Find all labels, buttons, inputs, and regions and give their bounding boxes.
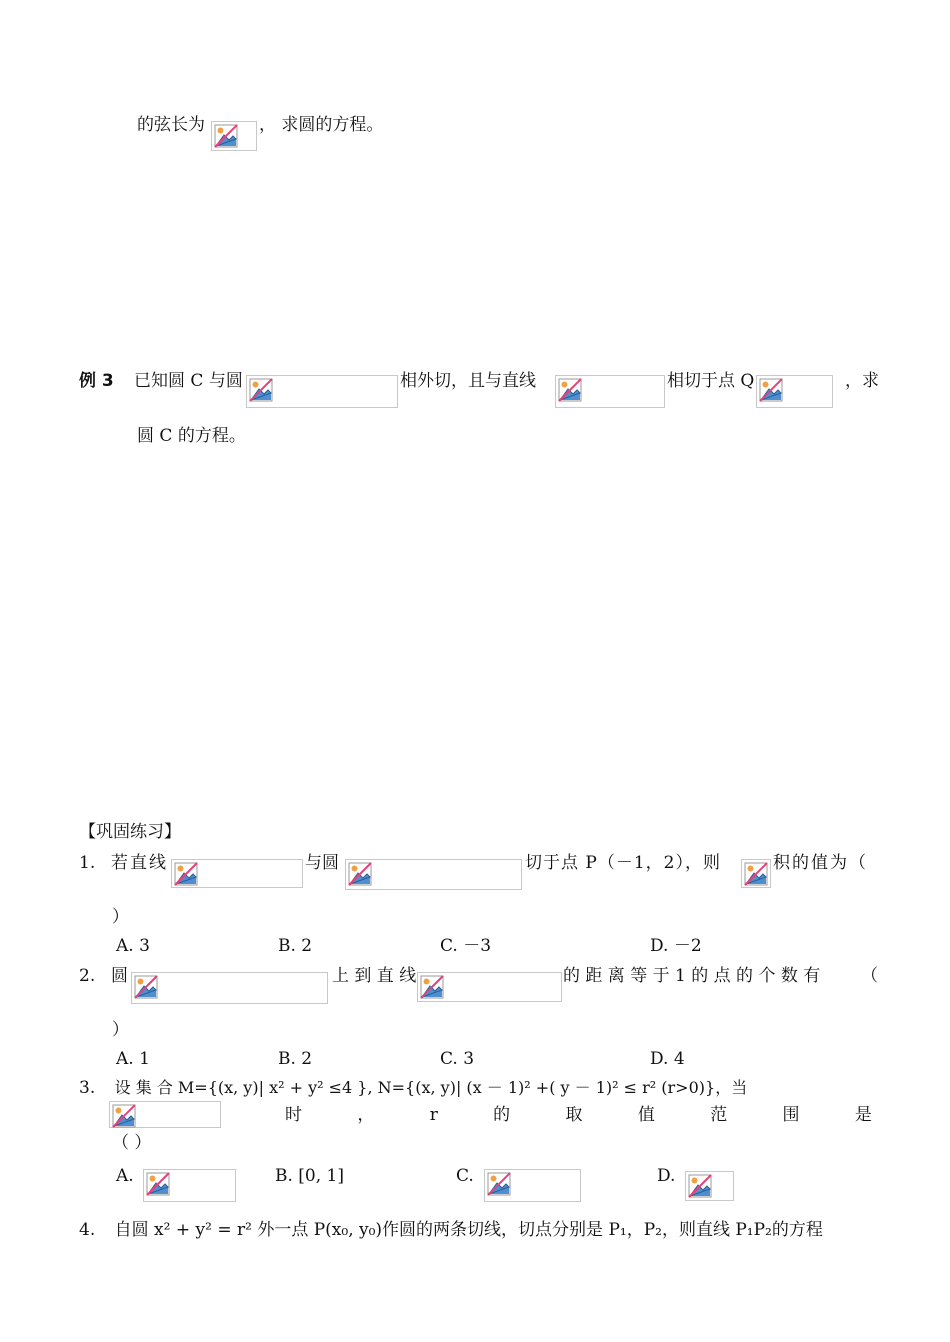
q1-text1: 若直线 xyxy=(111,853,168,873)
q3-line1 xyxy=(79,1076,747,1100)
broken-image-icon xyxy=(134,975,158,999)
formula-image xyxy=(171,859,303,888)
broken-image-icon xyxy=(487,1172,511,1196)
q2-option-a: A. 1 xyxy=(116,1049,150,1069)
q2-option-c: C. 3 xyxy=(440,1049,475,1069)
broken-image-icon xyxy=(348,862,372,886)
formula-image xyxy=(484,1169,581,1202)
formula-image xyxy=(417,972,562,1002)
q4-text: 自圆 x² + y² = r² 外一点 P(x₀, y₀)作圆的两条切线，切点分别是 P₁，P₂，则直线 P₁P₂的方程 xyxy=(114,1220,823,1240)
q2-text3: 的 距 离 等 于 1 的 点 的 个 数 有 xyxy=(563,966,821,986)
formula-image xyxy=(211,121,257,151)
formula-image xyxy=(143,1169,236,1202)
section-title: 【巩固练习】 xyxy=(79,822,181,842)
q2-text2: 上 到 直 线 xyxy=(332,966,417,986)
q1-text2: 与圆 xyxy=(305,853,339,873)
q1-option-b: B. 2 xyxy=(278,936,313,956)
formula-image xyxy=(109,1101,221,1128)
q3-line2 xyxy=(285,1103,872,1127)
q3-option-a: A. xyxy=(116,1166,134,1186)
top-line-after xyxy=(259,113,383,137)
q2-option-d: D. 4 xyxy=(650,1049,685,1069)
broken-image-icon xyxy=(146,1172,170,1196)
q1-option-d: D. －2 xyxy=(650,936,702,956)
example3-text2: 相外切，且与直线 xyxy=(400,371,536,391)
q4-line xyxy=(79,1218,823,1242)
q2-number: 2. xyxy=(79,966,96,986)
q1-option-a: A. 3 xyxy=(116,936,150,956)
q3-word: r xyxy=(429,1105,438,1125)
example3-text3: 相切于点 Q xyxy=(667,371,755,391)
example3-line2: 圆 C 的方程。 xyxy=(137,426,246,446)
broken-image-icon xyxy=(744,862,768,886)
formula-image xyxy=(555,375,665,408)
q1-text4: 积的值为（ xyxy=(773,853,868,873)
example3-text4: ，求 xyxy=(845,371,879,391)
example3-label: 例 3 xyxy=(79,371,114,391)
q3-word: 围 xyxy=(782,1105,800,1125)
example3-line1 xyxy=(79,369,879,409)
q1-text3: 切于点 P（－1，2），则 xyxy=(525,853,721,873)
formula-image xyxy=(131,972,328,1004)
q3-option-c: C. xyxy=(456,1166,474,1186)
q2-close-paren: ） xyxy=(112,1020,129,1040)
broken-image-icon xyxy=(174,862,198,886)
broken-image-icon xyxy=(214,124,238,148)
formula-image xyxy=(685,1171,734,1201)
broken-image-icon xyxy=(759,378,783,402)
q2-text4: （ xyxy=(861,966,878,986)
q1-option-c: C. －3 xyxy=(440,936,492,956)
q2-text1: 圆 xyxy=(111,966,128,986)
broken-image-icon xyxy=(688,1174,712,1198)
q3-word: 的 xyxy=(493,1105,511,1125)
q3-text: 设 集 合 M={(x, y)| x² + y² ≤4 }, N={(x, y)| (x － 1)² +( y － 1)² ≤ r² (r>0)}，当 xyxy=(114,1078,748,1097)
q3-option-b: B. [0, 1] xyxy=(275,1166,345,1186)
q3-word: ， xyxy=(357,1105,375,1125)
q1-number: 1. xyxy=(79,853,96,873)
q3-option-d: D. xyxy=(657,1166,676,1186)
q3-word: 时 xyxy=(285,1105,302,1125)
q3-word: 是 xyxy=(854,1105,872,1125)
q3-word: 值 xyxy=(637,1105,655,1125)
formula-image xyxy=(756,375,833,408)
formula-image xyxy=(741,859,771,888)
q1-close-paren: ） xyxy=(112,907,129,927)
top-line-after-text: ， 求圆的方程。 xyxy=(259,115,384,135)
q3-word: 取 xyxy=(565,1105,583,1125)
example3-text1: 已知圆 C 与圆 xyxy=(134,371,243,391)
formula-image xyxy=(246,375,398,408)
broken-image-icon xyxy=(249,378,273,402)
top-line xyxy=(137,113,205,137)
formula-image xyxy=(345,859,522,890)
q3-word: 范 xyxy=(710,1105,728,1125)
q4-number: 4. xyxy=(79,1220,96,1240)
broken-image-icon xyxy=(420,975,444,999)
q2-option-b: B. 2 xyxy=(278,1049,313,1069)
top-line-before: 的弦长为 xyxy=(137,115,205,135)
q3-number: 3. xyxy=(79,1078,96,1098)
broken-image-icon xyxy=(112,1104,136,1128)
broken-image-icon xyxy=(558,378,582,402)
q3-paren: （ ） xyxy=(112,1133,152,1153)
